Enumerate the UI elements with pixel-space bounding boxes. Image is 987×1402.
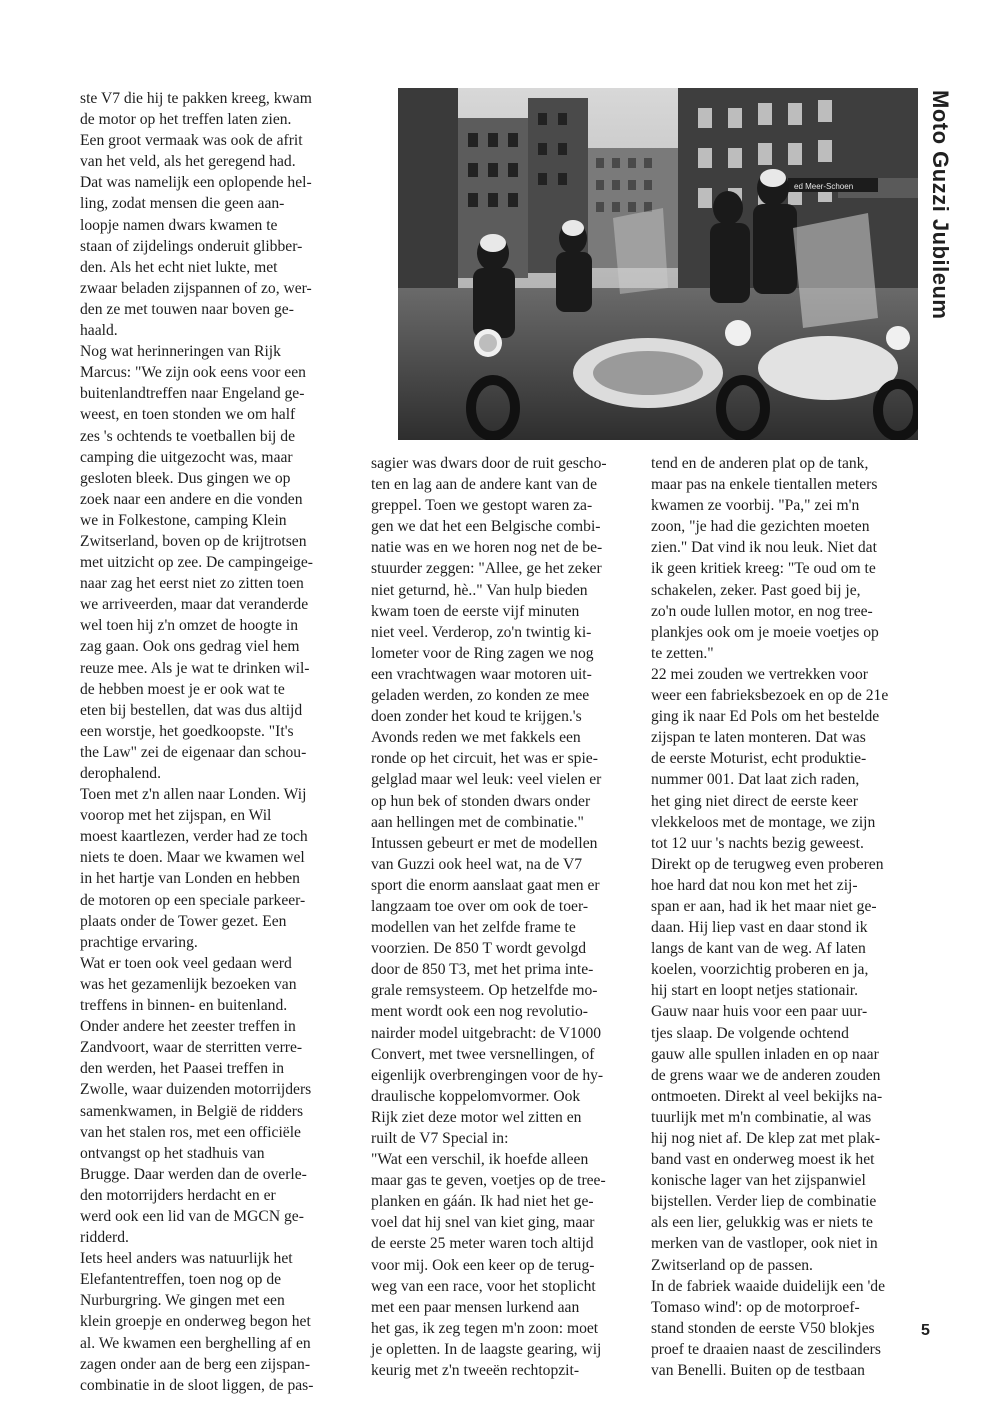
shop-sign: ed Meer-Schoen [794,182,854,191]
side-title-text: Moto Guzzi Jubileum [928,90,953,320]
article-column-2: sagier was dwars door de ruit gescho- ten en lag aan de andere kant van de greppel. Toen we gestopt waren za- gen we dat het een Belgische combi- natie was en we horen nog net de be- stuurder zeggen: "Allee, ge het zeker niet geturnd, hè.." Van hulp bieden kwam toen de eerste vijf minuten niet veel. Verderop, zo'n twintig ki- lometer voor de Ring zagen we nog een vrachtwagen waar motoren uit- geladen werden, zo konden ze mee doen zonder het koud te krijgen.'s Avonds reden we met fakkels een ronde op het circuit, het was er spie- gelglad maar wel leuk: veel vielen er op hun bek of stonden dwars onder aan hellingen met de combinatie." Intussen gebeurt er met de modellen van Guzzi ook heel wat, na de V7 sport die enorm aanslaat gaat men er langzaam toe over om ook de toer- modellen van het zelfde frame te voorzien. De 850 T wordt gevolgd door de 850 T3, met het prima inte- grale remsysteem. Op hetzelfde mo- ment wordt ook een nog revolutio- nairder model uitgebracht: de V1000 Convert, met twee versnellingen, of eigenlijk overbrengingen voor de hy- draulische koppelomvormer. Ook Rijk ziet deze motor wel zitten en ruilt de V7 Special in: "Wat een verschil, ik hoefde alleen maar gas te geven, voetjes op de tree- planken en gáán. Ik had niet het ge- voel dat hij snel van kiet ging, maar de eerste 25 meter waren toch altijd voor mij. Ook een keer op de terug- weg van een race, voor het stoplicht met een paar mensen lurkend aan het gas, ik zeg tegen m'n zoon: moet je opletten. In de laagste gearing, wij keurig met z'n tweeën rechtopzit- [371,455,607,1380]
street-photo-motorcycles [398,88,918,440]
side-title-vertical [925,90,953,330]
photo-illustration [398,88,918,440]
page-number: 5 [921,1322,930,1339]
article-column-3: tend en de anderen plat op de tank, maar pas na enkele tientallen meters kwamen ze voorbij. "Pa," zei m'n zoon, "je had die gezichten moeten zien." Dat vind ik nou leuk. Niet dat ik geen kritiek kreeg: "Te oud om te schakelen, zeker. Past goed bij je, zo'n oude lullen motor, en nog tree- plankjes ook om je moeie voetjes op te zetten." 22 mei zouden we vertrekken voor weer een fabrieksbezoek en op de 21e ging ik naar Ed Pols om het bestelde zijspan te laten monteren. Dat was de eerste Moturist, echt produktie- nummer 001. Dat laat zich raden, het ging niet direct de eerste keer vlekkeloos met de montage, we zijn tot 12 uur 's nachts bezig geweest. Direkt op de terugweg even proberen hoe hard dat nou kon met het zij- span er aan, had ik het maar niet ge- daan. Hij liep vast en daar stond ik langs de kant van de weg. Af laten koelen, voorzichtig proberen en ja, hij start en loopt netjes stationair. Gauw naar huis voor een paar uur- tjes slaap. De volgende ochtend gauw alle spullen inladen en op naar de grens waar we de anderen zouden ontmoeten. Direkt al veel bekijks na- tuurlijk met m'n combinatie, al was hij nog niet af. De klep zat met plak- band vast en onderweg moest ik het konische lager van het zijspanwiel bijstellen. Verder liep de combinatie als een lier, gelukkig was er niets te merken van de vastloper, ook niet in Zwitserland op de passen. In de fabriek waaide duidelijk een 'de Tomaso wind': op de motorproef- stand stonden de eerste V50 blokjes proef te draaien naast de zescilinders van Benelli. Buiten op de testbaan [651,455,889,1380]
article-column-1: ste V7 die hij te pakken kreeg, kwam de motor op het treffen laten zien. Een groot vermaak was ook de afrit van het veld, als het geregend had. Dat was namelijk een oplopende hel- ling, zodat mensen die geen aan- loopje namen dwars kwamen te staan of zijdelings onderuit glibber- den. Als het echt niet lukte, met zwaar beladen zijspannen of zo, wer- den ze met touwen naar boven ge- haald. Nog wat herinneringen van Rijk Marcus: "We zijn ook eens voor een buitenlandtreffen naar Engeland ge- weest, en toen stonden we om half zes 's ochtends te voetballen bij de camping die uitgezocht was, maar gesloten bleek. Dus gingen we op zoek naar een andere en die vonden we in Folkestone, camping Klein Zwitserland, boven op de krijtrotsen met uitzicht op zee. De campingeige- naar zag het eerst niet zo zitten toen we arriveerden, maar dat veranderde wel toen hij z'n omzet de hoogte in zag gaan. Ook ons gedrag viel hem reuze mee. Als je wat te drinken wil- de hebben moest je er ook wat te eten bij bestellen, dat was dus altijd een worstje, het goedkoopste. "It's the Law" zei de eigenaar dan schou- derophalend. Toen met z'n allen naar Londen. Wij voorop met het zijspan, en Wil moest kaartlezen, verder had ze toch niets te doen. Maar we kwamen wel in het hartje van Londen en hebben de motoren op een speciale parkeer- plaats onder de Tower gezet. Een prachtige ervaring. Wat er toen ook veel gedaan werd was het gezamenlijk bezoeken van treffens in binnen- en buitenland. Onder andere het zeester treffen in Zandvoort, waar de sterritten verre- den werden, het Paasei treffen in Zwolle, waar duizenden motorrijders samenkwamen, in België de ridders van het stalen ros, met een officiële ontvangst op het stadhuis van Brugge. Daar werden dan de overle- den motorrijders herdacht en er werd ook een lid van de MGCN ge- ridderd. Iets heel anders was natuurlijk het Elefantentreffen, toen nog op de Nurburgring. We gingen met een klein groepje en onderweg begon het al. We kwamen een berghelling af en zagen onder aan de berg een zijspan- combinatie in de sloot liggen, de pas- [80,90,314,1394]
